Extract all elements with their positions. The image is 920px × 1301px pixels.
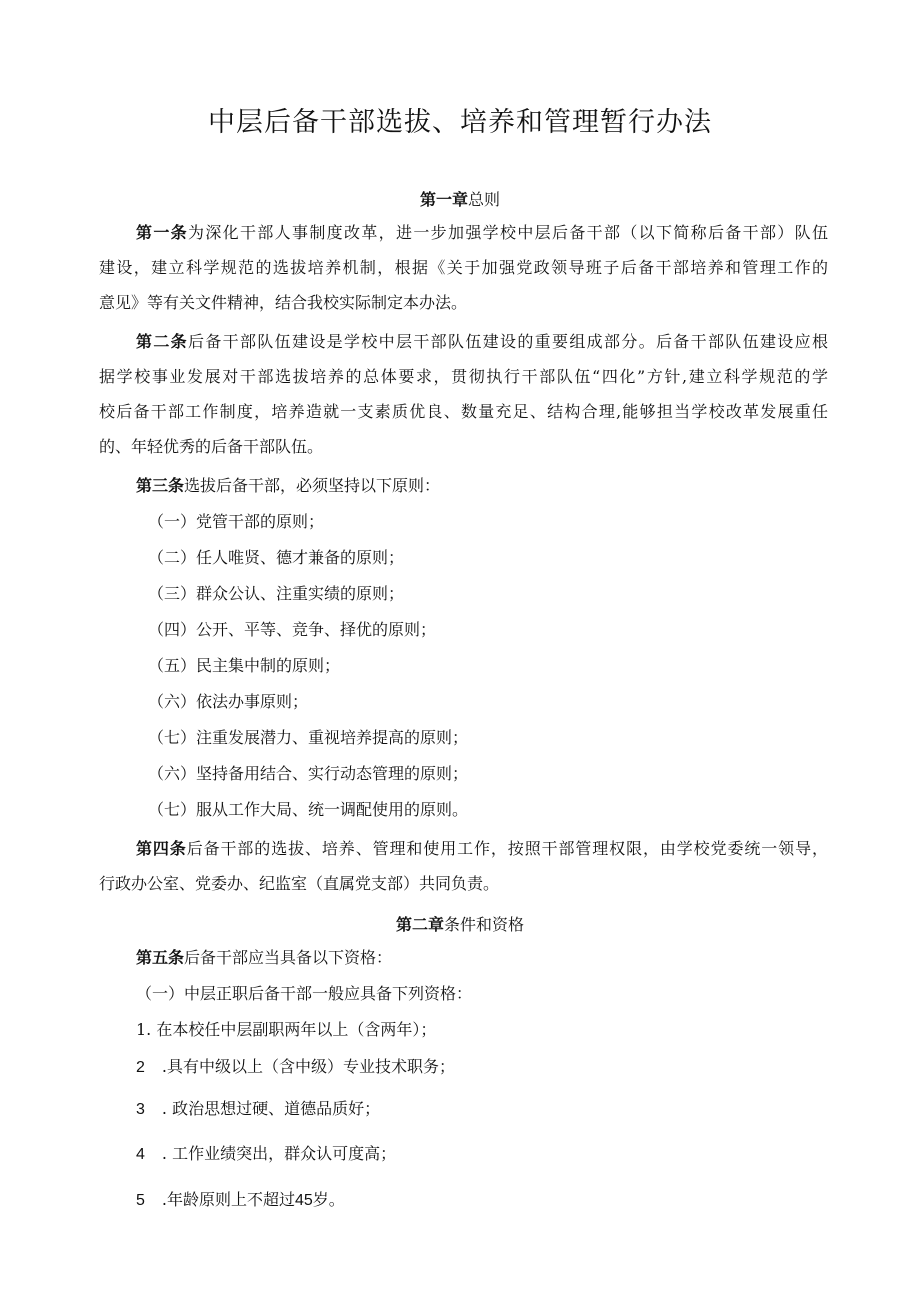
requirement-5 bbox=[136, 1190, 345, 1211]
article-5-label: 第五条 bbox=[136, 948, 185, 967]
chapter-2-label: 第二章 bbox=[395, 915, 444, 934]
chapter-2-heading bbox=[0, 912, 920, 935]
principle-item: （七）服从工作大局、统一调配使用的原则。 bbox=[148, 800, 469, 819]
article-3-label: 第三条 bbox=[136, 476, 185, 495]
requirement-1: 1. 在本校任中层副职两年以上（含两年）； bbox=[136, 1020, 437, 1039]
requirement-2 bbox=[136, 1057, 455, 1078]
article-2-line-1 bbox=[136, 332, 828, 352]
article-4-line-1 bbox=[136, 839, 828, 859]
article-1-line-2: 建设，建立科学规范的选拔培养机制，根据《关于加强党政领导班子后备干部培养和管理工作的 bbox=[99, 258, 828, 277]
article-1-line-1 bbox=[136, 223, 828, 243]
requirement-5-text: .年龄原则上不超过 bbox=[161, 1190, 295, 1209]
article-1-label: 第一条 bbox=[136, 223, 188, 242]
requirement-5-unit: 岁。 bbox=[312, 1190, 345, 1209]
chapter-2-name: 条件和资格 bbox=[444, 915, 525, 934]
requirement-4 bbox=[136, 1144, 396, 1165]
article-4-line-2: 行政办公室、党委办、纪监室（直属党支部）共同负责。 bbox=[99, 874, 500, 893]
article-1-text: 为深化干部人事制度改革，进一步加强学校中层后备干部（以下简称后备干部）队伍 bbox=[188, 223, 828, 242]
article-4-text: 后备干部的选拔、培养、管理和使用工作，按照干部管理权限，由学校党委统一领导， bbox=[186, 839, 828, 858]
article-2-label: 第二条 bbox=[136, 332, 188, 351]
article-4-label: 第四条 bbox=[136, 839, 187, 858]
requirement-4-text: . 工作业绩突出，群众认可度高； bbox=[161, 1144, 397, 1163]
requirement-2-text: .具有中级以上（含中级）专业技术职务； bbox=[161, 1057, 455, 1076]
article-5-line bbox=[136, 948, 392, 968]
chapter-1-name: 总则 bbox=[468, 190, 501, 209]
principle-item: （二）任人唯贤、德才兼备的原则； bbox=[148, 548, 405, 567]
requirement-3-text: . 政治思想过硬、道德品质好； bbox=[161, 1099, 381, 1118]
principle-item: （六）坚持备用结合、实行动态管理的原则； bbox=[148, 764, 469, 783]
article-2-text: 后备干部队伍建设是学校中层干部队伍建设的重要组成部分。后备干部队伍建设应根 bbox=[188, 332, 828, 351]
principle-item: （七）注重发展潜力、重视培养提高的原则； bbox=[148, 728, 469, 747]
requirement-2-number: 2 bbox=[136, 1059, 145, 1076]
article-3-text: 选拔后备干部，必须坚持以下原则： bbox=[184, 476, 441, 495]
article-2-line-4: 的、年轻优秀的后备干部队伍。 bbox=[99, 437, 324, 456]
requirement-5-age: 45 bbox=[295, 1192, 313, 1209]
requirement-5-number: 5 bbox=[136, 1192, 145, 1209]
article-3-line bbox=[136, 476, 440, 496]
principle-item: （四）公开、平等、竞争、择优的原则； bbox=[148, 620, 437, 639]
article-1-line-3: 意见》等有关文件精神，结合我校实际制定本办法。 bbox=[99, 293, 468, 312]
principle-item: （五）民主集中制的原则； bbox=[148, 656, 341, 675]
chapter-1-heading bbox=[0, 187, 920, 210]
article-5-subheading: （一）中层正职后备干部一般应具备下列资格： bbox=[136, 984, 473, 1003]
chapter-1-label: 第一章 bbox=[419, 190, 468, 209]
principle-item: （一）党管干部的原则； bbox=[148, 512, 325, 531]
document-title: 中层后备干部选拔、培养和管理暂行办法 bbox=[208, 107, 712, 138]
requirement-4-number: 4 bbox=[136, 1146, 145, 1163]
requirement-3-number: 3 bbox=[136, 1101, 145, 1118]
requirement-3 bbox=[136, 1099, 380, 1120]
principle-item: （六）依法办事原则； bbox=[148, 692, 309, 711]
article-2-line-2: 据学校事业发展对干部选拔培养的总体要求，贯彻执行干部队伍“四化”方针,建立科学规范的学 bbox=[99, 367, 828, 386]
article-2-line-3: 校后备干部工作制度，培养造就一支素质优良、数量充足、结构合理,能够担当学校改革发展重任 bbox=[99, 402, 828, 421]
principle-item: （三）群众公认、注重实绩的原则； bbox=[148, 584, 405, 603]
article-5-text: 后备干部应当具备以下资格： bbox=[184, 948, 393, 967]
